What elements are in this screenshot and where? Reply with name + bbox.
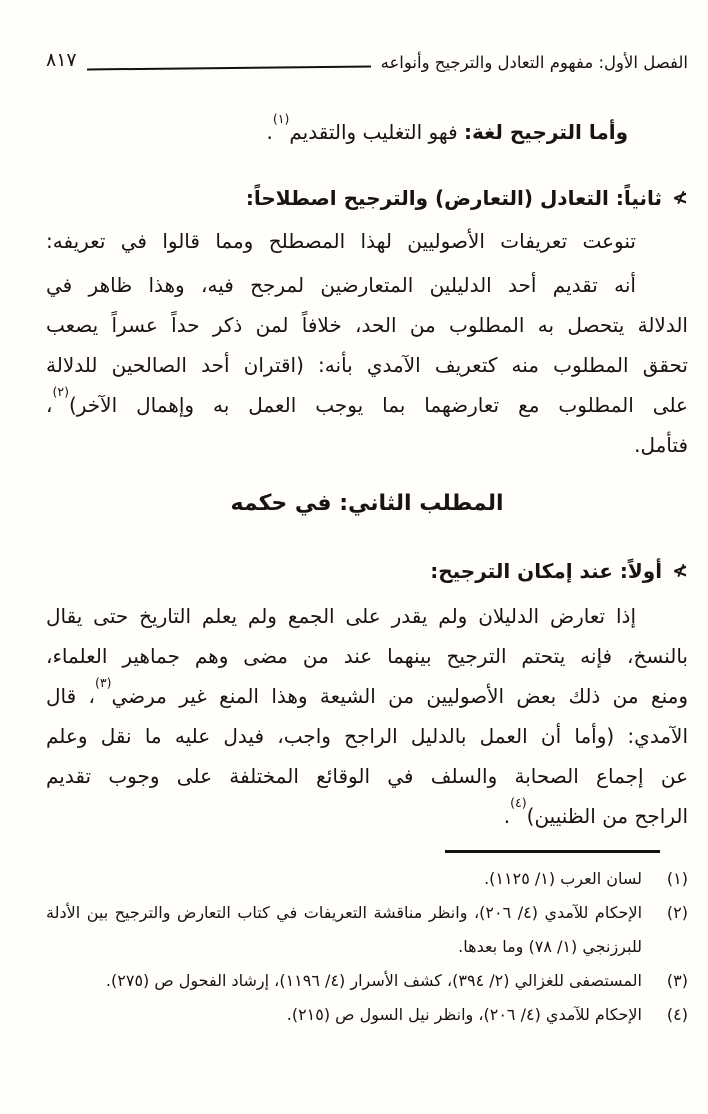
paragraph-line-tail: ، قال xyxy=(46,683,95,708)
footnote-ref-1: (١) xyxy=(272,111,290,127)
footnote-3 xyxy=(46,964,688,998)
intro-lead: وأما الترجيح لغة: xyxy=(464,119,628,144)
footnote-4 xyxy=(46,998,688,1032)
paragraph-line: فتأمل. xyxy=(634,432,688,457)
footnote-number: (٣) xyxy=(666,970,688,990)
footnote-ref-2: (٢) xyxy=(52,384,69,400)
heading-awalan-text: أولاً: عند إمكان الترجيح: xyxy=(430,558,663,583)
footnote-ref-4: (٤) xyxy=(510,795,527,811)
page-body xyxy=(46,112,688,836)
istilah-lead-line: تنوعت تعريفات الأصوليين لهذا المصطلح ومما قالوا في تعريفه: xyxy=(46,228,636,253)
section-marker-icon: ≮ xyxy=(672,559,688,582)
paragraph-line xyxy=(46,676,688,716)
paragraph-line xyxy=(46,385,688,425)
paragraph-line: تحقق المطلوب منه كتعريف الآمدي بأنه: (اقتران أحد الصالحين للدلالة xyxy=(46,352,688,377)
paragraph-line xyxy=(46,796,688,836)
heading-awalan xyxy=(46,551,688,592)
footnote-text: الإحكام للآمدي (٤/ ٢٠٦)، وانظر نيل السول ص (٢١٥). xyxy=(286,1004,642,1024)
paragraph-line-tail: . xyxy=(503,803,511,828)
section-marker-icon: ≮ xyxy=(672,186,688,209)
definition-paragraph xyxy=(46,265,688,465)
paragraph-line: أنه تقديم أحد الدليلين المتعارضين لمرجح فيه، وهذا ظاهر في xyxy=(46,272,636,297)
chapter-title: الفصل الأول: مفهوم التعادل والترجيح وأنواعه xyxy=(380,52,688,72)
footnote-ref-3: (٣) xyxy=(94,675,112,691)
page-number: ٨١٧ xyxy=(46,49,77,71)
paragraph-line-text: على المطلوب مع تعارضهما بما يوجب العمل به وإهمال الآخر) xyxy=(68,392,688,417)
ruling-paragraph xyxy=(46,596,688,836)
footnote-2 xyxy=(46,896,688,964)
paragraph-line: بالنسخ، فإنه يتحتم الترجيح بينهما عند من مضى وهم جماهير العلماء، xyxy=(46,643,688,668)
paragraph-line: الآمدي: (وأما أن العمل بالدليل الراجح واجب، فيدل عليه ما نقل وعلم xyxy=(46,723,688,748)
footnote-number: (٤) xyxy=(666,1004,688,1024)
paragraph-line-text: الراجح من الظنيين) xyxy=(526,803,688,828)
paragraph-line: الدلالة يتحصل به المطلوب من الحد، خلافاً لمن ذكر حداً عسراً يصعب xyxy=(46,312,688,337)
paragraph-line: إذا تعارض الدليلان ولم يقدر على الجمع ولم يعلم التاريخ حتى يقال xyxy=(46,603,636,628)
footnote-text: الإحكام للآمدي (٤/ ٢٠٦)، وانظر مناقشة التعريفات في كتاب التعارض والترجيح بين الأدلة للبرزنجي (١/ ٧٨) وما بعدها. xyxy=(46,902,643,956)
header-rule xyxy=(87,65,371,70)
footnote-separator xyxy=(445,850,660,853)
footnote-number: (١) xyxy=(666,868,688,888)
paragraph-line-text: ومنع من ذلك بعض الأصوليين من الشيعة وهذا المنع غير مرضي xyxy=(111,683,689,708)
intro-line xyxy=(46,112,688,152)
footnote-number: (٢) xyxy=(666,902,688,922)
footnote-text: لسان العرب (١/ ١١٢٥). xyxy=(484,868,642,888)
heading-istilah xyxy=(46,178,688,219)
heading-istilah-text: ثانياً: التعادل (التعارض) والترجيح اصطلاحاً: xyxy=(245,185,663,210)
paragraph-line-tail: ، xyxy=(46,392,53,417)
intro-tail: . xyxy=(266,119,273,144)
intro-text: فهو التغليب والتقديم xyxy=(289,119,464,144)
paragraph-line: عن إجماع الصحابة والسلف في الوقائع المختلفة على وجوب تقديم xyxy=(46,763,688,788)
footnotes-section xyxy=(46,850,688,1032)
footnote-text: المستصفى للغزالي (٢/ ٣٩٤)، كشف الأسرار (٤/ ١١٩٦)، إرشاد الفحول ص (٢٧٥). xyxy=(105,970,642,990)
footnote-1 xyxy=(46,862,688,896)
page-header xyxy=(46,46,688,76)
heading-matlab-two: المطلب الثاني: في حكمه xyxy=(230,490,504,516)
